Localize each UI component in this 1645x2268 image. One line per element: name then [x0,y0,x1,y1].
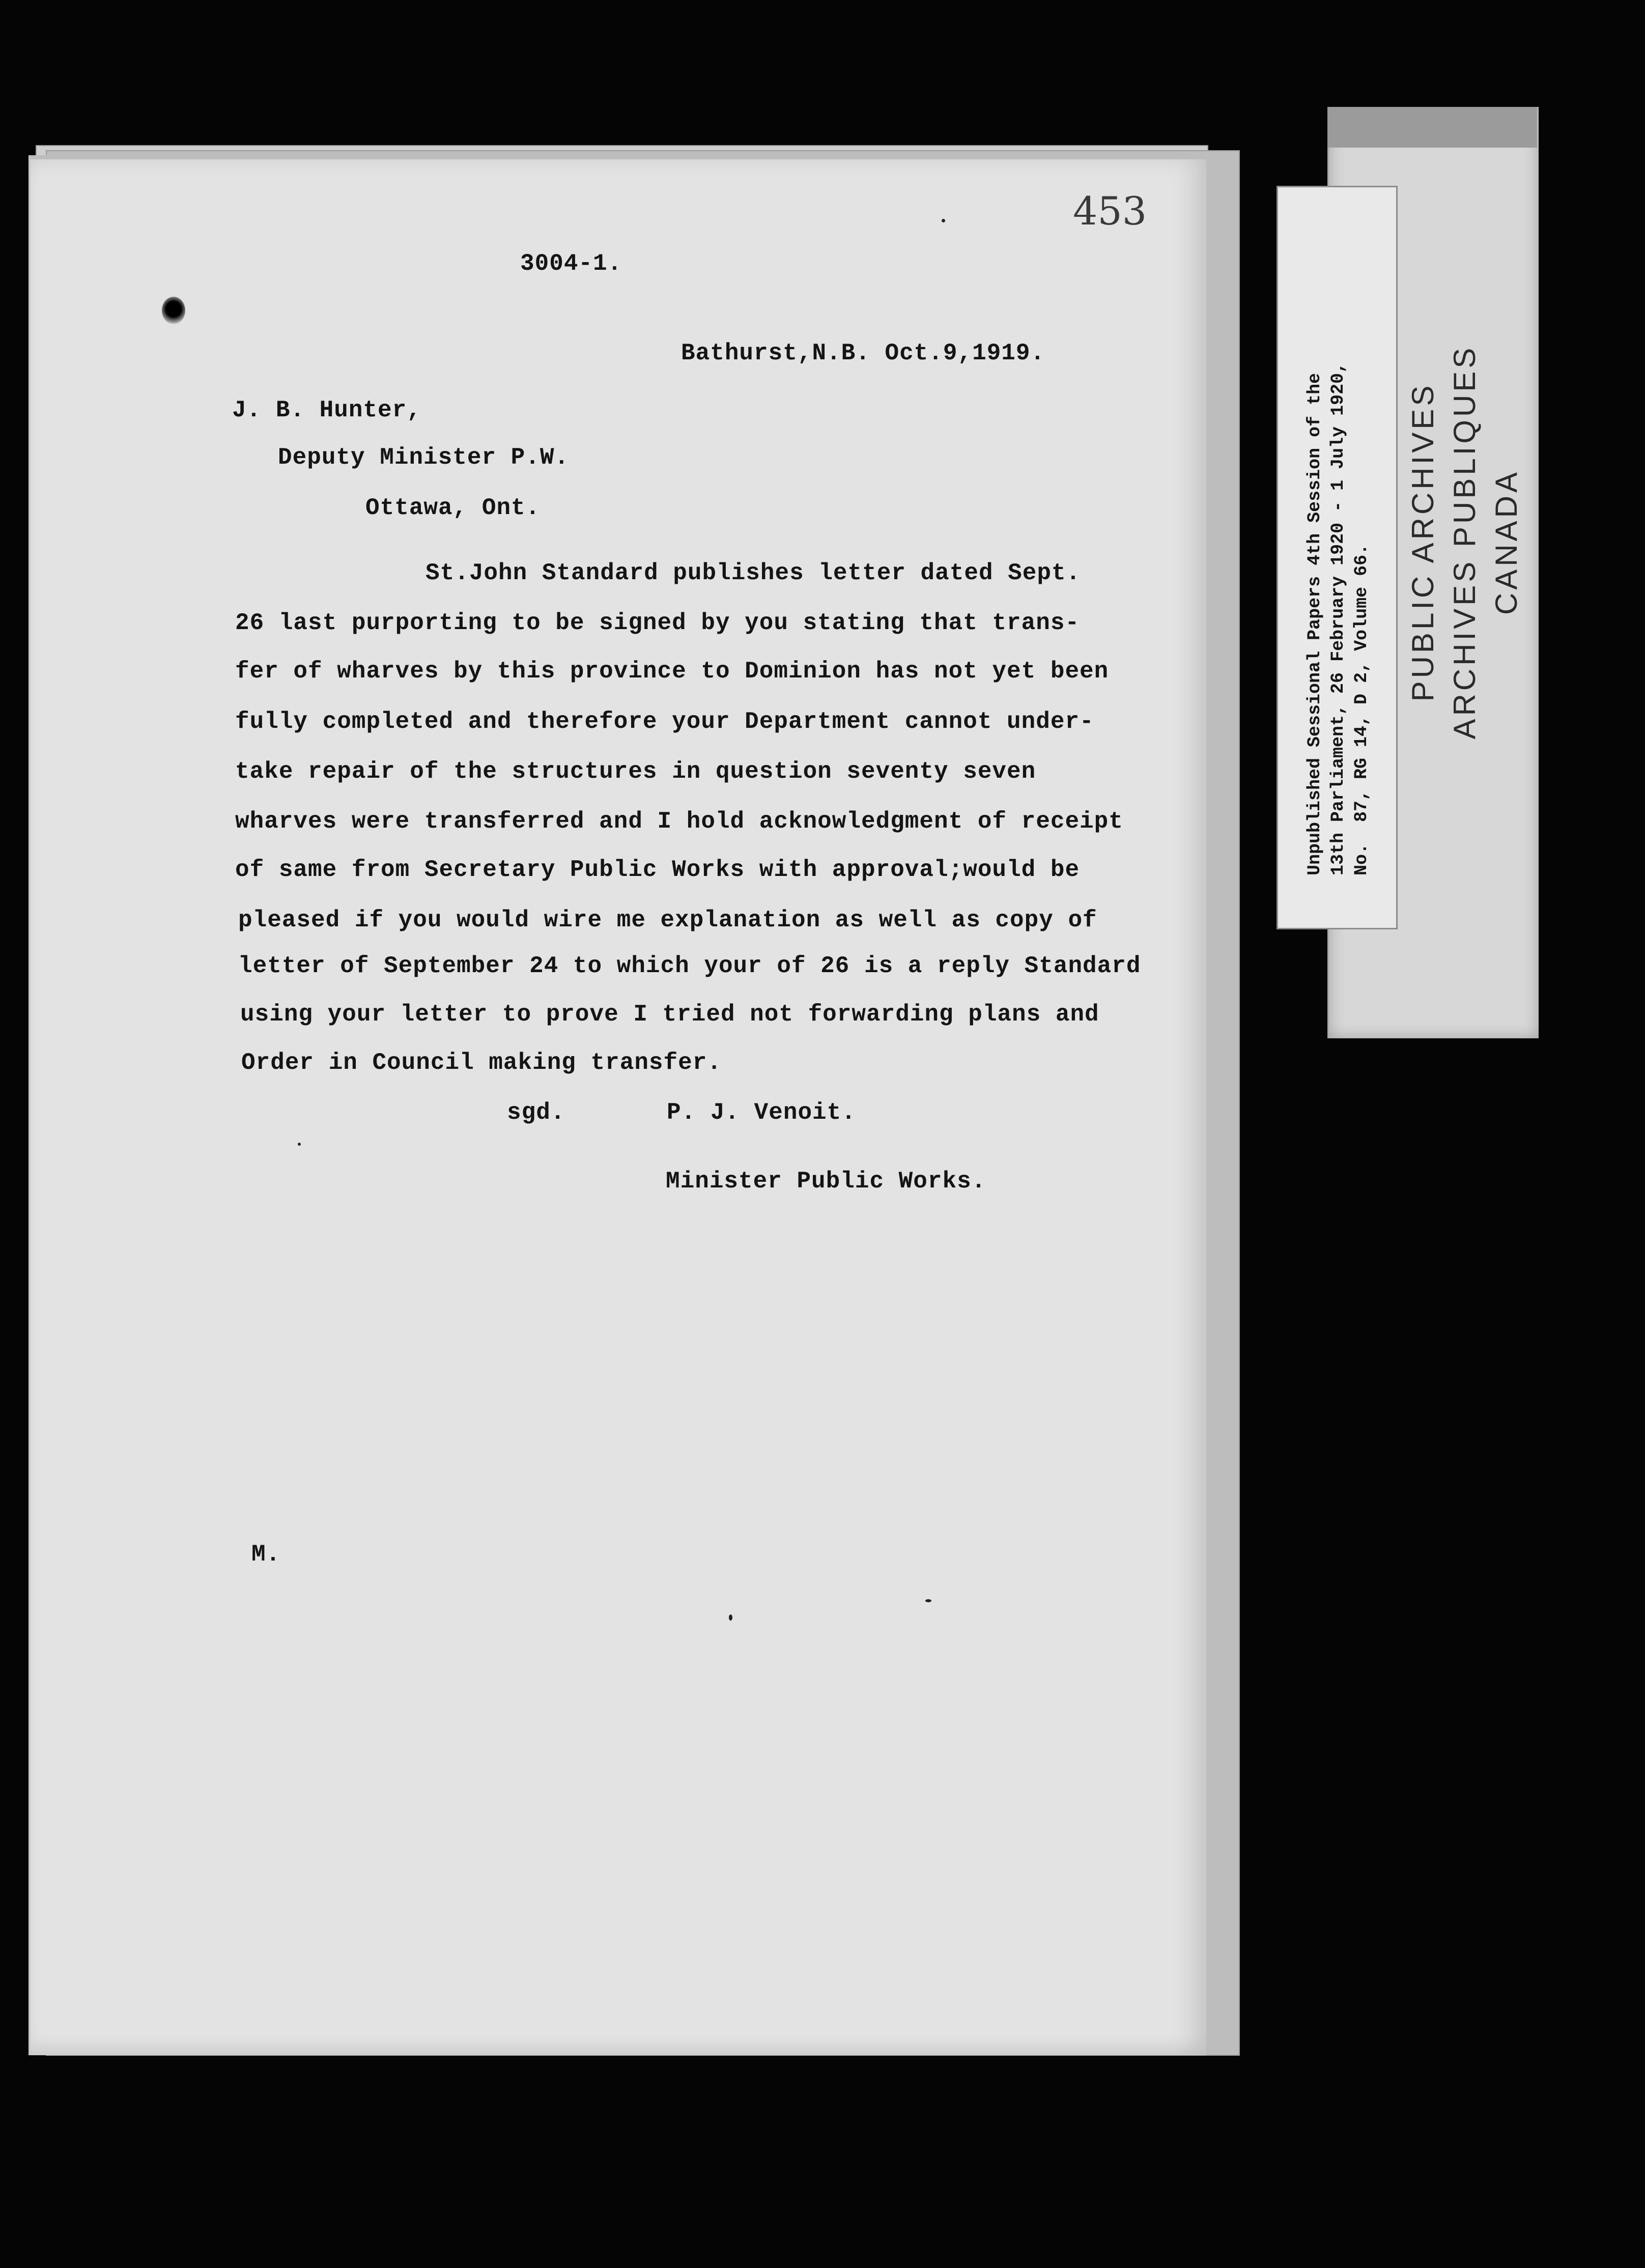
stamp-line: PUBLIC ARCHIVES [1406,382,1440,702]
body-line: of same from Secretary Public Works with approval;would be [235,857,1080,883]
page-number: 453 [1073,188,1147,234]
sessional-papers-label [1303,204,1373,875]
place-date: Bathurst,N.B. Oct.9,1919. [681,340,1045,366]
body-line: take repair of the structures in question seventy seven [235,758,1036,785]
paper-speck [925,1599,931,1602]
body-line: pleased if you would wire me explanation as well as copy of [238,907,1097,933]
stamp-line: ARCHIVES PUBLIQUES [1448,345,1482,740]
punch-hole [162,297,185,324]
signatory-name: P. J. Venoit. [667,1099,856,1126]
recipient-title: Deputy Minister P.W. [278,444,570,471]
typist-initial: M. [251,1541,281,1568]
sessional-line: No. 87, RG 14, D 2, Volume 66. [1351,544,1372,875]
paper-speck [942,219,945,222]
body-line: fer of wharves by this province to Dominion has not yet been [235,658,1109,685]
signatory-title: Minister Public Works. [666,1168,986,1195]
body-line: fully completed and therefore your Department cannot under- [235,708,1094,735]
archive-tab-top [1327,107,1537,148]
letter-page [29,155,1206,2055]
body-line: Order in Council making transfer. [241,1050,722,1076]
paper-speck [298,1143,301,1146]
stamp-line: CANADA [1489,469,1523,615]
file-number: 3004-1. [520,250,622,277]
body-line: St.John Standard publishes letter dated Sept. [426,560,1081,586]
recipient-location: Ottawa, Ont. [365,495,541,521]
body-line: using your letter to prove I tried not forwarding plans and [240,1001,1099,1028]
paper-speck [729,1614,732,1621]
sessional-line: Unpublished Sessional Papers 4th Session of the [1304,373,1325,875]
public-archives-stamp [1402,288,1527,797]
sessional-line: 13th Parliament, 26 February 1920 - 1 July 1920, [1328,362,1348,875]
recipient-name: J. B. Hunter, [232,397,421,423]
body-line: 26 last purporting to be signed by you stating that trans- [235,610,1080,636]
body-line: letter of September 24 to which your of 26 is a reply Standard [238,953,1141,979]
signed-marker: sgd. [507,1099,565,1126]
body-line: wharves were transferred and I hold acknowledgment of receipt [235,808,1123,835]
